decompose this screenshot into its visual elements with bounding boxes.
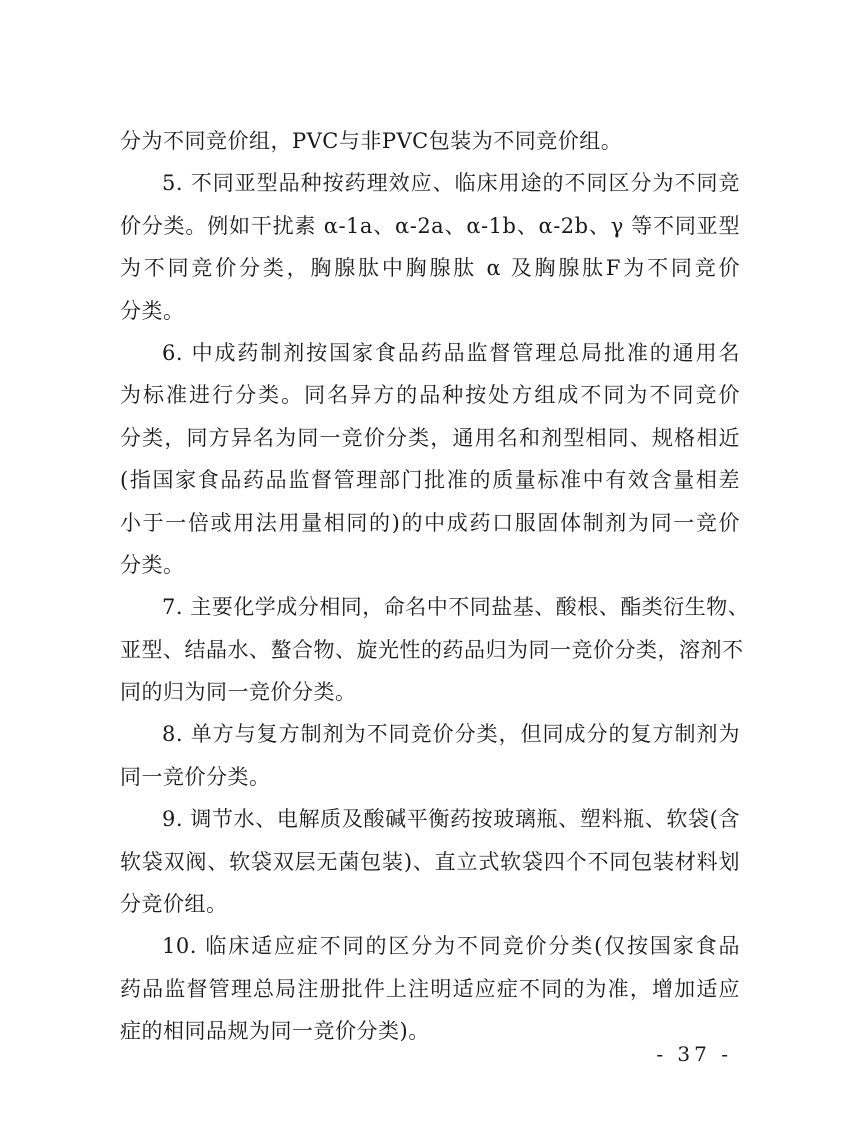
text-line: 10. 临床适应症不同的区分为不同竞价分类(仅按国家食品 [162, 934, 740, 959]
text-line: 9. 调节水、电解质及酸碱平衡药按玻璃瓶、塑料瓶、软袋(含 [162, 807, 740, 832]
text-line: 6. 中成药制剂按国家食品药品监督管理总局批准的通用名 [162, 340, 740, 365]
text-line: (指国家食品药品监督管理部门批准的质量标准中有效含量相差 [120, 468, 740, 493]
text-line: 亚型、结晶水、螯合物、旋光性的药品归为同一竞价分类，溶剂不 [120, 637, 744, 662]
text-line: 为标准进行分类。同名异方的品种按处方组成不同为不同竞价 [120, 383, 740, 408]
text-line: 症的相同品规为同一竞价分类)。 [120, 1019, 430, 1044]
text-line: 小于一倍或用法用量相同的)的中成药口服固体制剂为同一竞价 [120, 510, 740, 535]
text-line: 价分类。例如干扰素 α-1a、α-2a、α-1b、α-2b、γ 等不同亚型 [120, 213, 740, 238]
text-line: 为不同竞价分类，胸腺肽中胸腺肽 α 及胸腺肽F为不同竞价 [120, 256, 740, 281]
text-line: 8. 单方与复方制剂为不同竞价分类，但同成分的复方制剂为 [162, 722, 740, 747]
text-line: 分类，同方异名为同一竞价分类，通用名和剂型相同、规格相近 [120, 425, 740, 450]
text-line: 同的归为同一竞价分类。 [120, 680, 357, 705]
text-line: 药品监督管理总局注册批件上注明适应症不同的为准，增加适应 [120, 976, 740, 1001]
text-line: 分类。 [120, 298, 185, 323]
text-line: 分为不同竞价组，PVC与非PVC包装为不同竞价组。 [120, 129, 623, 153]
text-line: 同一竞价分类。 [120, 764, 271, 789]
body-text [120, 120, 750, 1053]
text-line: 软袋双阀、软袋双层无菌包装)、直立式软袋四个不同包装材料划 [120, 849, 740, 874]
page-number: - 37 - [656, 1042, 732, 1066]
text-line: 分竞价组。 [120, 892, 228, 917]
text-line: 分类。 [120, 552, 185, 577]
text-line: 5. 不同亚型品种按药理效应、临床用途的不同区分为不同竞 [162, 171, 740, 196]
text-line: 7. 主要化学成分相同，命名中不同盐基、酸根、酯类衍生物、 [162, 595, 750, 620]
